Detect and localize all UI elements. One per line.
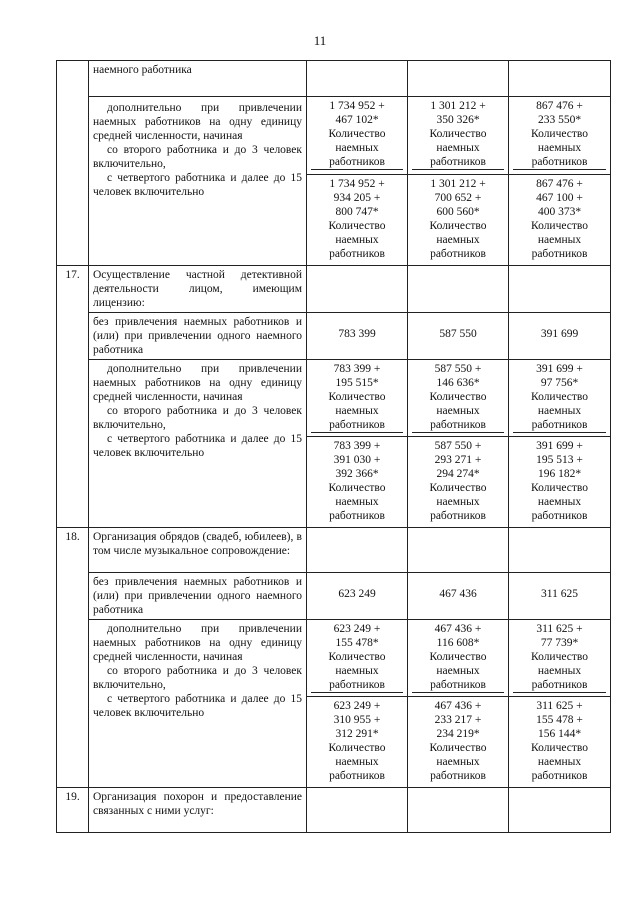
value-cell: 623 249 + 155 478* Количество наемных работников	[307, 620, 408, 697]
value-cell: 467 436 + 233 217 + 234 219* Количество наемных работников	[408, 697, 509, 788]
value-cell: 1 301 212 + 700 652 + 600 560* Количество наемных работников	[408, 175, 509, 266]
value-cell: 783 399 + 391 030 + 392 366* Количество наемных работников	[307, 437, 408, 528]
value-cell: 1 301 212 + 350 326* Количество наемных работников	[408, 97, 509, 175]
row-desc: дополнительно при привлечении наемных работников на одну единицу средней численности, начиная со второго работника и до 3 человек включительно, с четвертого работника и далее до 15 человек включительно	[89, 360, 307, 528]
value-cell: 311 625 + 77 739* Количество наемных работников	[509, 620, 611, 697]
table-row	[57, 788, 611, 833]
value-cell: 587 550 + 293 271 + 294 274* Количество наемных работников	[408, 437, 509, 528]
row-desc: дополнительно при привлечении наемных работников на одну единицу средней численности, начиная со второго работника и до 3 человек включительно, с четвертого работника и далее до 15 человек включительно	[89, 620, 307, 788]
value-cell: 783 399	[307, 313, 408, 360]
row-desc: наемного работника	[89, 61, 307, 97]
value-cell: 1 734 952 + 934 205 + 800 747* Количество наемных работников	[307, 175, 408, 266]
value-cell: 867 476 + 233 550* Количество наемных работников	[509, 97, 611, 175]
table-row	[57, 61, 611, 97]
value-cell: 467 436 + 116 608* Количество наемных работников	[408, 620, 509, 697]
value-cell: 623 249	[307, 573, 408, 620]
value-cell: 391 699 + 195 513 + 196 182* Количество наемных работников	[509, 437, 611, 528]
item-number: 17.	[57, 266, 89, 528]
row-desc: без привлечения наемных работников и (или) при привлечении одного наемного работника	[89, 573, 307, 620]
table-row	[57, 266, 611, 313]
value-cell: 311 625 + 155 478 + 156 144* Количество наемных работников	[509, 697, 611, 788]
table-row	[57, 573, 611, 620]
value-cell: 391 699	[509, 313, 611, 360]
item-title: Организация обрядов (свадеб, юбилеев), в том числе музыкальное сопровождение:	[89, 528, 307, 573]
value-cell: 467 436	[408, 573, 509, 620]
page-number: 11	[313, 33, 327, 48]
item-title: Осуществление частной детективной деятельности лицом, имеющим лицензию:	[89, 266, 307, 313]
table-row	[57, 528, 611, 573]
tariff-table	[56, 60, 611, 833]
row-desc: дополнительно при привлечении наемных работников на одну единицу средней численности, начиная со второго работника и до 3 человек включительно, с четвертого работника и далее до 15 человек включительно	[89, 97, 307, 266]
table-row	[57, 313, 611, 360]
table-row	[57, 620, 611, 697]
table-row	[57, 360, 611, 437]
item-number: 19.	[57, 788, 89, 833]
value-cell: 587 550 + 146 636* Количество наемных работников	[408, 360, 509, 437]
value-cell: 867 476 + 467 100 + 400 373* Количество наемных работников	[509, 175, 611, 266]
row-desc: без привлечения наемных работников и (или) при привлечении одного наемного работника	[89, 313, 307, 360]
item-title: Организация похорон и предоставление связанных с ними услуг:	[89, 788, 307, 833]
item-number: 18.	[57, 528, 89, 788]
value-cell: 783 399 + 195 515* Количество наемных работников	[307, 360, 408, 437]
value-cell: 623 249 + 310 955 + 312 291* Количество наемных работников	[307, 697, 408, 788]
table-row	[57, 97, 611, 175]
value-cell: 311 625	[509, 573, 611, 620]
value-cell: 587 550	[408, 313, 509, 360]
value-cell: 391 699 + 97 756* Количество наемных работников	[509, 360, 611, 437]
value-cell: 1 734 952 + 467 102* Количество наемных работников	[307, 97, 408, 175]
